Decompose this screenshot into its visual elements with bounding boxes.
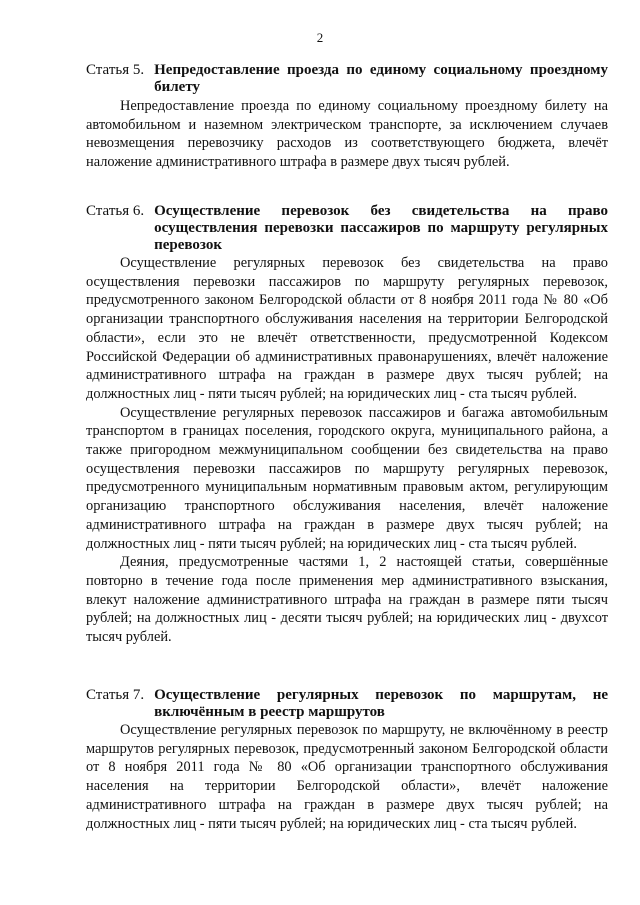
article-5 <box>86 62 608 172</box>
article-heading <box>86 62 608 96</box>
article-6 <box>86 203 608 647</box>
article-title: Осуществление регулярных перевозок по маршрутам, не включённым в реестр маршрутов <box>154 687 608 720</box>
article-paragraph: Осуществление регулярных перевозок без свидетельства на право осуществления перевозки пассажиров по маршруту регулярных перевозок, предусмотренного законом Белгородской области от 8 ноября 2011 года № 80 «Об организации транспортного обслуживания населения на территории Белгородской области», если это не влечёт ответственности, предусмотренной Кодексом Российской Федерации об административных правонарушениях, влечёт наложение административного штрафа на граждан в размере двух тысяч рублей; на должностных лиц - пяти тысяч рублей; на юридических лиц - ста тысяч рублей. <box>86 255 608 402</box>
article-title: Осуществление перевозок без свидетельства на право осуществления перевозки пассажиров по маршруту регулярных перевозок <box>154 203 608 253</box>
article-label: Статья 6. <box>86 203 145 219</box>
article-label: Статья 5. <box>86 62 145 78</box>
article-paragraph: Осуществление регулярных перевозок по маршруту, не включённому в реестр маршрутов регулярных перевозок, предусмотренный законом Белгородской области от 8 ноября 2011 года № 80 «Об организации транспортного обслуживания населения на территории Белгородской области», влечёт наложение административного штрафа на граждан в размере двух тысяч рублей; на должностных лиц - пяти тысяч рублей; на юридических лиц - ста тысяч рублей. <box>86 722 608 832</box>
article-paragraph: Непредоставление проезда по единому социальному проездному билету на автомобильном и наземном электрическом транспорте, за исключением случаев невозмещения перевозчику расходов из соответствующего бюджета, влечёт наложение административного штрафа в размере двух тысяч рублей. <box>86 98 608 171</box>
article-label: Статья 7. <box>86 687 145 703</box>
article-heading <box>86 203 608 254</box>
article-7 <box>86 687 608 833</box>
article-heading <box>86 687 608 721</box>
article-paragraph: Деяния, предусмотренные частями 1, 2 настоящей статьи, совершённые повторно в течение года после применения мер административного взыскания, влекут наложение административного штрафа на граждан в размере пяти тысяч рублей; на должностных лиц - десяти тысяч рублей; на юридических лиц - двухсот тысяч рублей. <box>86 554 608 646</box>
article-title: Непредоставление проезда по единому социальному проездному билету <box>154 62 608 95</box>
page-number: 2 <box>316 30 324 45</box>
article-paragraph: Осуществление регулярных перевозок пассажиров и багажа автомобильным транспортом в границах поселения, городского округа, муниципального района, а также пригородном межмуниципальном сообщении без свидетельства на право осуществления перевозки пассажиров по маршруту регулярных перевозок, предусмотренного муниципальным нормативным правовым актом, регулирующим организацию транспортного обслуживания населения, влечёт наложение административного штрафа на граждан в размере двух тысяч рублей; на должностных лиц - пяти тысяч рублей; на юридических лиц - ста тысяч рублей. <box>86 404 608 552</box>
